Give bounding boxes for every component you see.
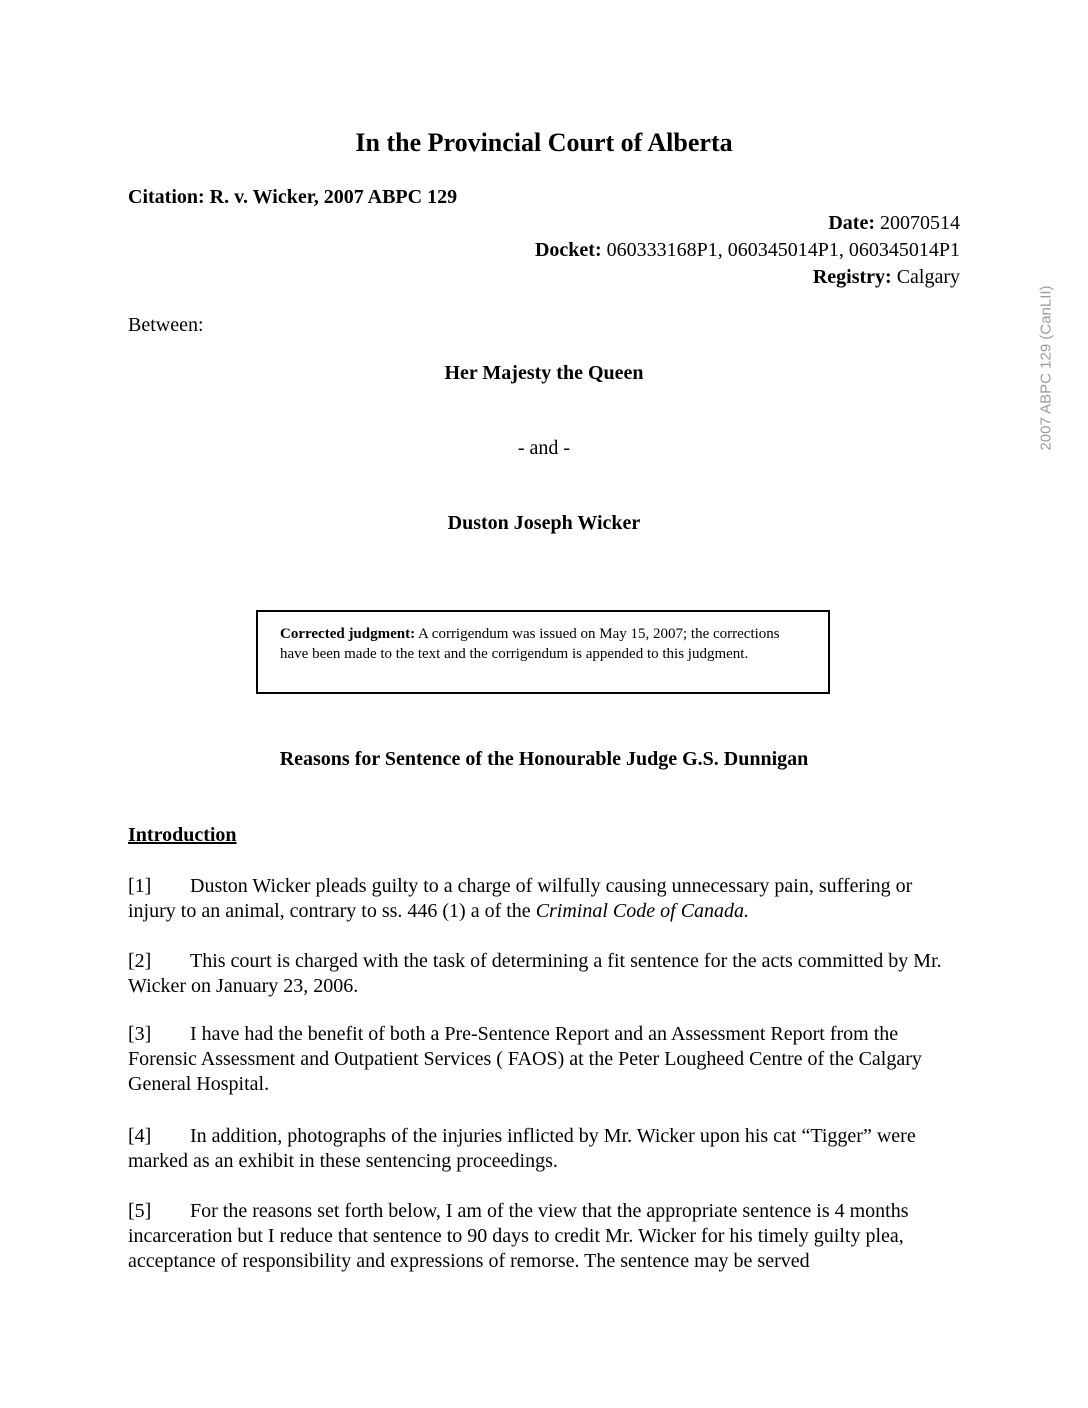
notice-label: Corrected judgment: [280, 626, 416, 642]
paragraph-italic-text: Criminal Code of Canada. [535, 900, 750, 922]
registry-line [535, 264, 960, 291]
paragraph-2 [128, 949, 960, 999]
paragraph-number: [3] [128, 1023, 152, 1045]
and-separator: - and - [517, 437, 571, 459]
corrected-judgment-notice [256, 610, 830, 694]
paragraph-number: [2] [128, 950, 152, 972]
paragraph-text: For the reasons set forth below, I am of the view that the appropriate sentence is 4 months incarceration but I reduce that sentence to 90 days to credit Mr. Wicker for his timely guilty plea, acceptance of responsibility and expressions of remorse. The sentence may be served [128, 1200, 909, 1272]
paragraph-1 [128, 874, 960, 924]
paragraph-4 [128, 1124, 960, 1174]
docket-value: 060333168P1, 060345014P1, 060345014P1 [606, 239, 960, 261]
registry-value: Calgary [896, 266, 960, 288]
paragraph-text: In addition, photographs of the injuries inflicted by Mr. Wicker upon his cat “Tigger” were marked as an exhibit in these sentencing proceedings. [128, 1125, 916, 1172]
paragraph-text: Duston Wicker pleads guilty to a charge of wilfully causing unnecessary pain, suffering or injury to an animal, contrary to ss. 446 (1) a of the [128, 875, 913, 922]
date-line [535, 210, 960, 237]
paragraph-3 [128, 1022, 960, 1097]
plaintiff-name: Her Majesty the Queen [444, 362, 644, 384]
paragraph-text: This court is charged with the task of determining a fit sentence for the acts committed by Mr. Wicker on January 23, 2006. [128, 950, 942, 997]
section-heading-introduction: Introduction [128, 824, 237, 846]
between-label: Between: [128, 314, 204, 336]
docket-label: Docket: [534, 239, 602, 261]
defendant-name: Duston Joseph Wicker [447, 512, 641, 534]
citation: Citation: R. v. Wicker, 2007 ABPC 129 [128, 186, 458, 208]
paragraph-number: [1] [128, 875, 152, 897]
paragraph-number: [5] [128, 1200, 152, 1222]
registry-label: Registry: [812, 266, 892, 288]
case-metadata [535, 210, 960, 291]
paragraph-text: I have had the benefit of both a Pre-Sentence Report and an Assessment Report from the Forensic Assessment and Outpatient Services ( FAOS) at the Peter Lougheed Centre of the Calgary General Hospital. [128, 1023, 922, 1095]
date-value: 20070514 [880, 212, 960, 234]
docket-line [535, 237, 960, 264]
date-label: Date: [828, 212, 875, 234]
paragraph-5 [128, 1199, 960, 1274]
paragraph-number: [4] [128, 1125, 152, 1147]
watermark-text: 2007 ABPC 129 (CanLII) [1037, 285, 1055, 451]
reasons-heading: Reasons for Sentence of the Honourable Judge G.S. Dunnigan [279, 748, 809, 770]
canlii-watermark [1034, 270, 1058, 466]
notice-text: A corrigendum was issued on May 15, 2007; the corrections have been made to the text and the corrigendum is appended to this judgment. [280, 626, 780, 662]
court-title: In the Provincial Court of Alberta [355, 128, 733, 157]
